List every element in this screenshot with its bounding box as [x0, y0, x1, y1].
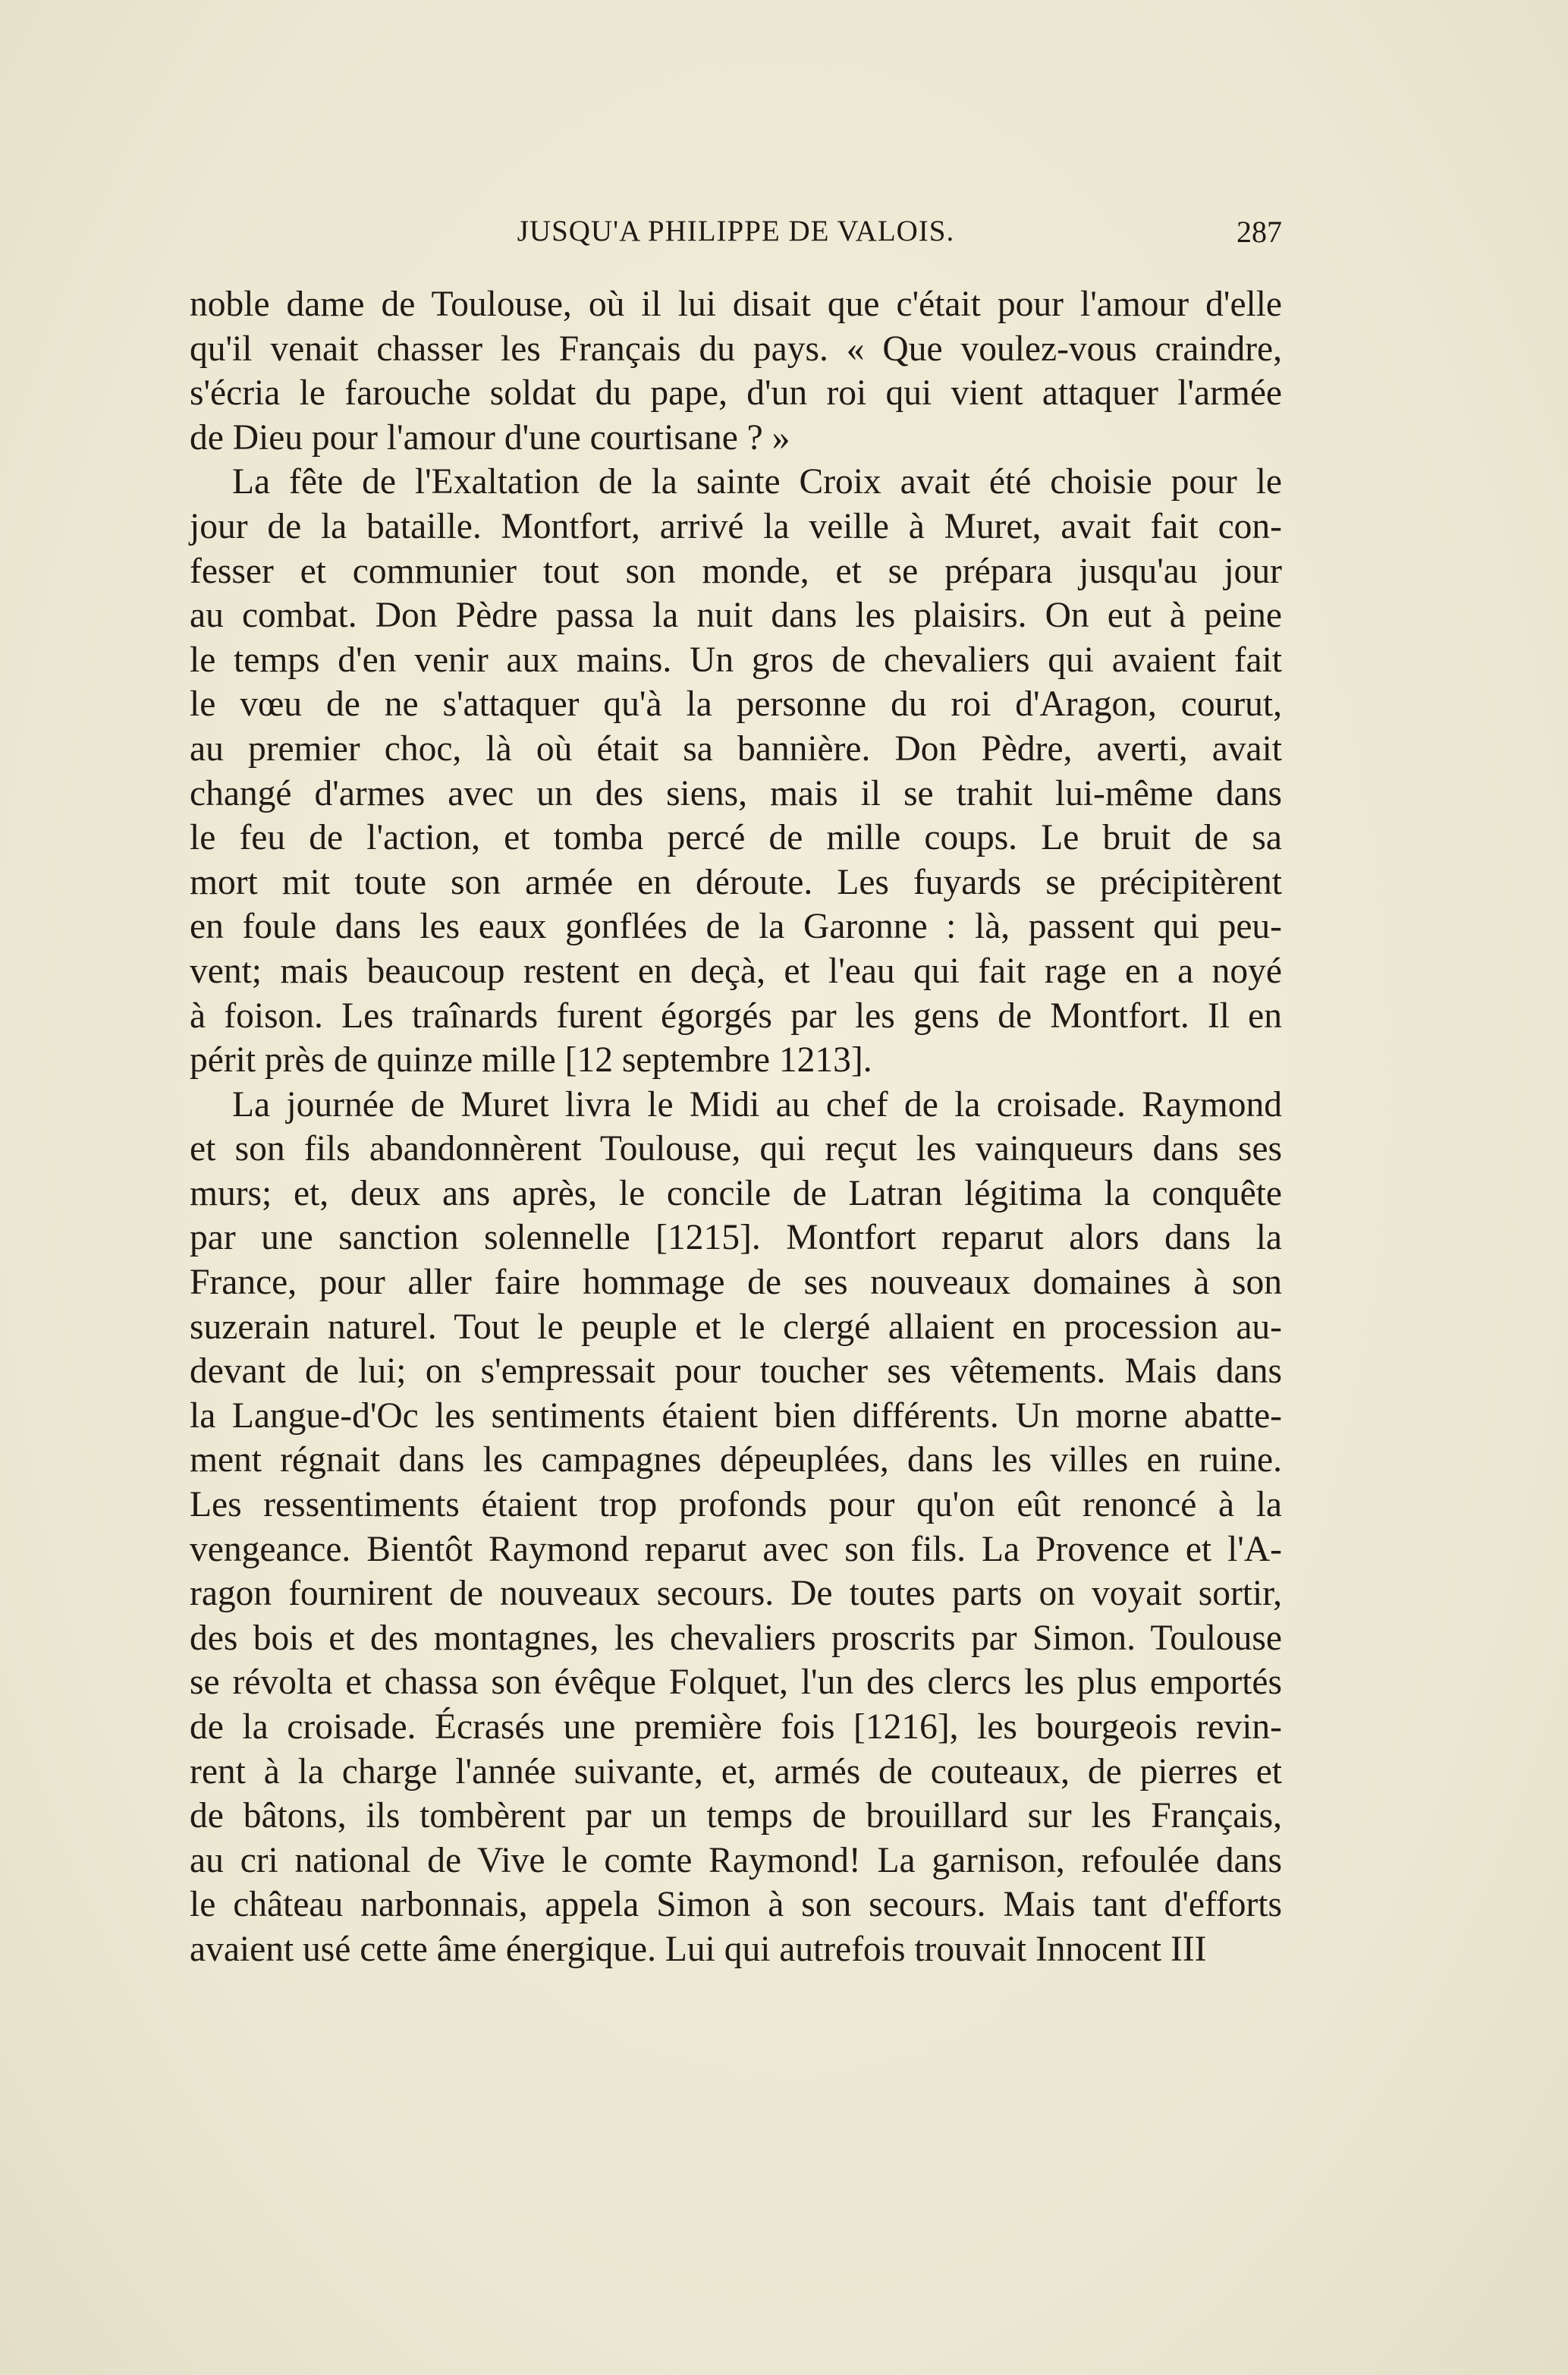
text-line: à foison. Les traînards furent égorgés par les gens de Montfort. Il en [190, 996, 1282, 1036]
text-line: murs; et, deux ans après, le concile de Latran légitima la conquête [190, 1173, 1282, 1213]
paragraph-1 [190, 282, 1282, 460]
text-line: mort mit toute son armée en déroute. Les fuyards se précipitèrent [190, 862, 1282, 902]
text-line: le temps d'en venir aux mains. Un gros de chevaliers qui avaient fait [190, 640, 1282, 680]
text-line: La journée de Muret livra le Midi au chef de la croisade. Raymond [232, 1084, 1282, 1125]
text-line: par une sanction solennelle [1215]. Montfort reparut alors dans la [190, 1218, 1282, 1258]
text-line: ment régnait dans les campagnes dépeuplées, dans les villes en ruine. [190, 1440, 1282, 1480]
text-line: ragon fournirent de nouveaux secours. De toutes parts on voyait sortir, [190, 1574, 1282, 1614]
body-text [190, 282, 1282, 1972]
page-number: 287 [1236, 215, 1282, 249]
text-line: au combat. Don Pèdre passa la nuit dans les plaisirs. On eut à peine [190, 596, 1282, 636]
text-line: en foule dans les eaux gonflées de la Garonne : là, passent qui peu- [190, 907, 1282, 947]
text-line: s'écria le farouche soldat du pape, d'un roi qui vient attaquer l'armée [190, 373, 1282, 414]
text-line: avaient usé cette âme énergique. Lui qui autrefois trouvait Innocent III [190, 1929, 1207, 1969]
text-line: suzerain naturel. Tout le peuple et le clergé allaient en procession au- [190, 1307, 1282, 1347]
text-line: la Langue-d'Oc les sentiments étaient bien différents. Un morne abatte- [190, 1395, 1282, 1436]
text-line: Les ressentiments étaient trop profonds pour qu'on eût renoncé à la [190, 1485, 1282, 1525]
text-line: rent à la charge l'année suivante, et, armés de couteaux, de pierres et [190, 1751, 1282, 1791]
text-line: vengeance. Bientôt Raymond reparut avec son fils. La Provence et l'A- [190, 1529, 1282, 1569]
text-line: le château narbonnais, appela Simon à son secours. Mais tant d'efforts [190, 1885, 1282, 1925]
text-line: le feu de l'action, et tomba percé de mille coups. Le bruit de sa [190, 818, 1282, 858]
text-line: vent; mais beaucoup restent en deçà, et l'eau qui fait rage en a noyé [190, 951, 1282, 991]
running-head [190, 214, 1282, 260]
text-line: qu'il venait chasser les Français du pays. « Que voulez-vous craindre, [190, 329, 1282, 369]
text-line: noble dame de Toulouse, où il lui disait que c'était pour l'amour d'elle [190, 285, 1282, 324]
text-line: changé d'armes avec un des siens, mais il se trahit lui-même dans [190, 773, 1282, 813]
paragraph-3 [190, 1083, 1282, 1972]
text-line: France, pour aller faire hommage de ses nouveaux domaines à son [190, 1263, 1282, 1303]
text-line: et son fils abandonnèrent Toulouse, qui reçut les vainqueurs dans ses [190, 1129, 1282, 1169]
text-line: périt près de quinze mille [12 septembre 1213]. [190, 1040, 872, 1081]
text-line: fesser et communier tout son monde, et se prépara jusqu'au jour [190, 551, 1282, 591]
text-line: des bois et des montagnes, les chevaliers proscrits par Simon. Toulouse [190, 1618, 1282, 1658]
paragraph-2 [190, 460, 1282, 1082]
text-line: de bâtons, ils tombèrent par un temps de brouillard sur les Français, [190, 1796, 1282, 1836]
text-line: au cri national de Vive le comte Raymond! La garnison, refoulée dans [190, 1840, 1282, 1880]
text-line: jour de la bataille. Montfort, arrivé la veille à Muret, avait fait con- [190, 506, 1282, 546]
text-line: La fête de l'Exaltation de la sainte Croix avait été choisie pour le [232, 462, 1282, 502]
text-line: de Dieu pour l'amour d'une courtisane ? » [190, 417, 790, 458]
text-line: au premier choc, là où était sa bannière. Don Pèdre, averti, avait [190, 728, 1282, 769]
text-line: devant de lui; on s'empressait pour toucher ses vêtements. Mais dans [190, 1351, 1282, 1392]
text-line: de la croisade. Écrasés une première fois [1216], les bourgeois revin- [190, 1707, 1282, 1747]
text-line: le vœu de ne s'attaquer qu'à la personne du roi d'Aragon, courut, [190, 684, 1282, 725]
text-line: se révolta et chassa son évêque Folquet, l'un des clercs les plus emportés [190, 1662, 1282, 1703]
running-title: JUSQU'A PHILIPPE DE VALOIS. [517, 215, 955, 247]
